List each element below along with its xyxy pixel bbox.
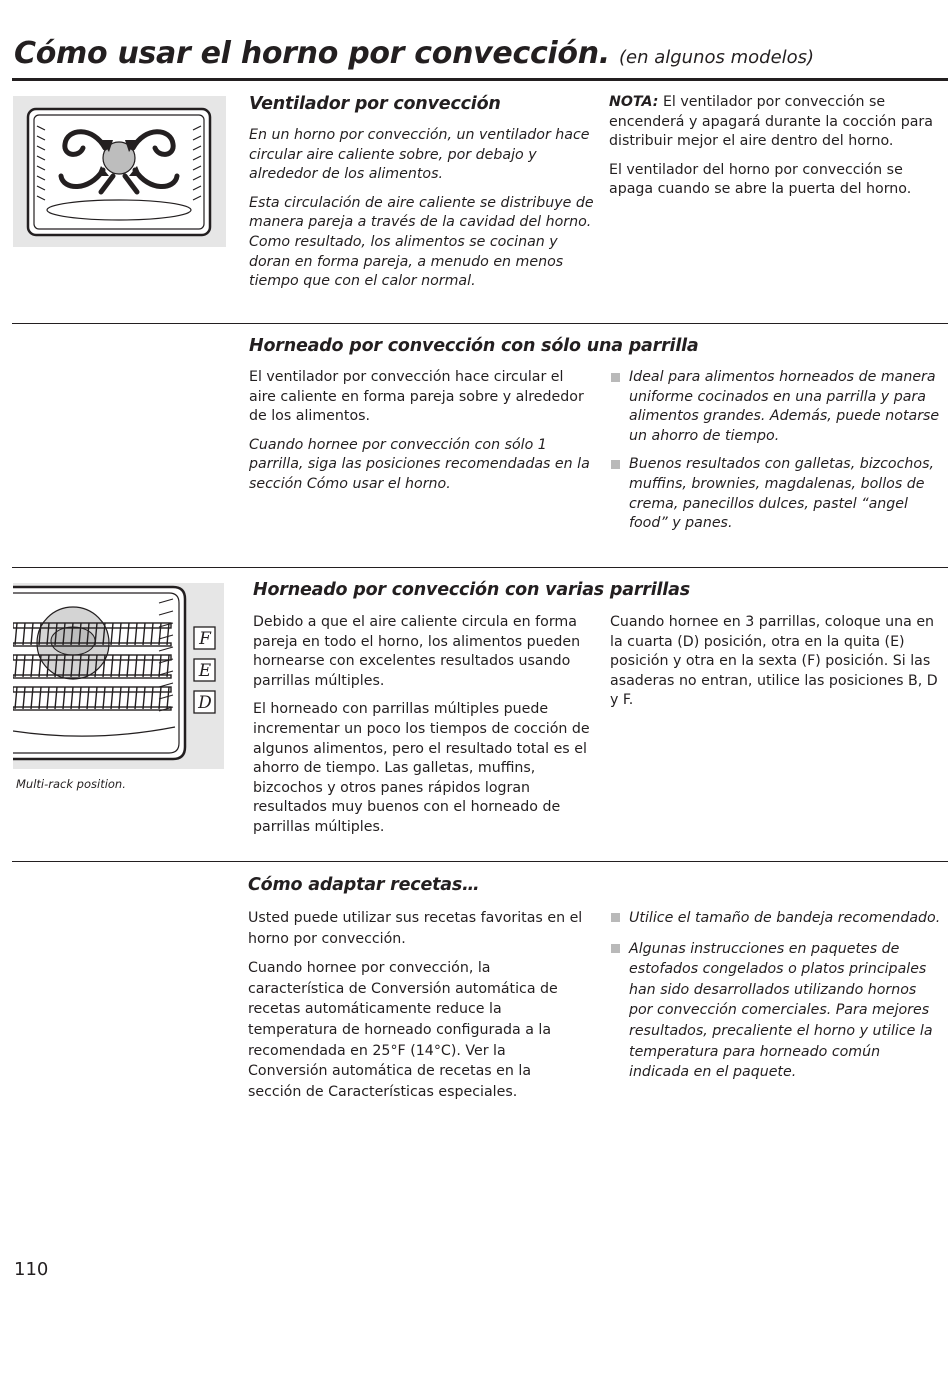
paragraph: El ventilador por convección hace circular el aire caliente en forma pareja sobre y alrededor de los alimentos. [249,369,584,425]
paragraph: En un horno por convección, un ventilador hace circular aire caliente sobre, por debajo y alrededor de los alimentos. [249,127,590,183]
paragraph: Usted puede utilizar sus recetas favoritas en el horno por convección. [248,910,583,947]
bullet-item: Buenos resultados con galletas, bizcochos, muffins, brownies, magdalenas, bollos de crema, panecillos dulces, pastel “angel food” y panes. [609,455,943,533]
paragraph: Esta circulación de aire caliente se distribuye de manera pareja a través de la cavidad del horno. Como resultado, los alimentos se cocinan y doran en forma pareja, a menudo en menos tiempo que con el calor normal. [249,194,594,290]
paragraph: Debido a que el aire caliente circula en forma pareja en todo el horno, los alimentos pueden hornearse con excelentes resultados usando parrillas múltiples. [253,614,581,689]
rack-label-e: E [198,661,212,681]
title-main: Cómo usar el horno por convección. [14,36,610,71]
paragraph: El ventilador del horno por convección se apaga cuando se abre la puerta del horno. [609,161,912,198]
section4-heading: Cómo adaptar recetas… [248,875,480,895]
section1-heading: Ventilador por convección [249,94,501,114]
paragraph: El horneado con parrillas múltiples puede incrementar un poco los tiempos de cocción de algunos alimentos, pero el resultado total es el ahorro de tiempo. Las galletas, muffins, bizcochos y otros panes rápidos logran resultados muy buenos con el horneado de parrillas múltiples. [253,701,590,835]
paragraph: Cuando hornee por convección, la característica de Conversión automática de recetas automáticamente reduce la temperatura de horneado configurada a la recomendada en 25°F (14°C). Ver la Conversión automática de recetas en la sección de Características especiales. [248,960,558,1100]
multi-rack-figure [13,583,224,769]
paragraph: Cuando hornee en 3 parrillas, coloque una en la cuarta (D) posición, otra en la quita (E) posición y otra en la sexta (F) posición. Si las asaderas no entran, utilice las posiciones B, D y F. [610,614,938,709]
convection-fan-figure [13,96,226,247]
section3-right-text [610,613,938,720]
nota-text: El ventilador por convección se encenderá y apagará durante la cocción para distribuir mejor el aire dentro del horno. [609,94,933,150]
title-rule [12,78,948,81]
section4-left-text [248,908,588,1111]
nota-paragraph [609,93,941,152]
section1-left-text [249,126,594,301]
convection-fan-airflow-icon [13,96,226,247]
section1-right-text [609,93,941,209]
nota-label: NOTA: [609,94,659,110]
section2-left-text [249,368,594,504]
page-number: 110 [14,1259,49,1280]
rack-label-d: D [198,693,212,713]
bullet-item: Algunas instrucciones en paquetes de estofados congelados o platos principales han sido desarrollados utilizando hornos por convección comerciales. Para mejores resultados, precaliente el horno y utilice la temperatura para horneado común indicada en el paquete. [609,939,943,1083]
rack-label-f: F [199,629,211,649]
page-title [14,36,814,71]
section4-bullets [609,908,943,1092]
section3-heading: Horneado por convección con varias parrillas [253,580,690,600]
bullet-item: Utilice el tamaño de bandeja recomendado. [609,908,943,929]
section2-heading: Horneado por convección con sólo una parrilla [249,336,699,356]
section3-left-text [253,613,593,847]
title-subtitle: (en algunos modelos) [618,47,815,68]
figure-caption: Multi-rack position. [16,777,126,791]
multi-rack-oven-icon [13,583,224,769]
section2-bullets [609,368,943,543]
section-divider [12,861,948,862]
section-divider [12,567,948,568]
bullet-item: Ideal para alimentos horneados de manera uniforme cocinados en una parrilla y para alimentos grandes. Además, puede notarse un ahorro de tiempo. [609,368,943,446]
section-divider [12,323,948,324]
paragraph: Cuando hornee por convección con sólo 1 parrilla, siga las posiciones recomendadas en la sección Cómo usar el horno. [249,436,590,492]
